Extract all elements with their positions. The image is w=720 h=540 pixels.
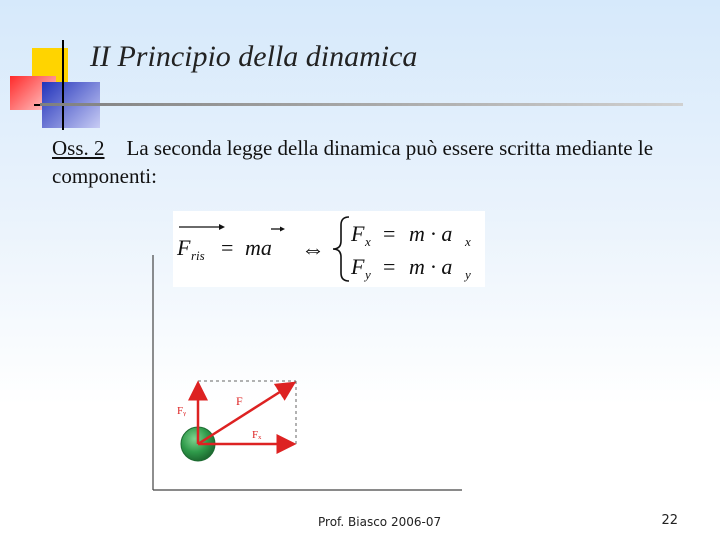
title-underline <box>40 103 683 106</box>
formula-equals: = <box>221 235 234 260</box>
slide-title: II Principio della dinamica <box>90 40 418 73</box>
formula-sub-ris: ris <box>191 248 205 263</box>
vector-arrowhead-fris <box>219 224 225 230</box>
formula-eq-y: = <box>383 254 396 279</box>
formula-F: F <box>177 235 191 260</box>
footer-author: Prof. Biasco 2006-07 <box>318 515 442 529</box>
formula-eq-x: = <box>383 221 396 246</box>
label-fx: Fₓ <box>252 429 262 441</box>
page-number: 22 <box>661 513 678 528</box>
note-label: Oss. 2 <box>52 136 105 160</box>
label-fy: Fᵧ <box>177 405 187 417</box>
formula-implies: ⇔ <box>301 237 325 263</box>
force-diagram <box>140 250 470 495</box>
formula-ma: ma <box>245 235 272 260</box>
formula-Fy: F <box>351 254 365 279</box>
formula-sub-x1: x <box>365 234 371 249</box>
vector-f <box>198 383 294 444</box>
formula-my: m · a <box>409 254 453 279</box>
note-paragraph <box>52 134 672 190</box>
formula-mx: m · a <box>409 221 453 246</box>
vector-arrowhead-a <box>280 227 285 232</box>
label-f: F <box>236 394 243 408</box>
formula-sub-y1: y <box>365 267 371 282</box>
formula-Fx: F <box>351 221 365 246</box>
formula-sub-y2: y <box>465 267 471 282</box>
deco-vertical-line <box>62 40 64 130</box>
note-text: La seconda legge della dinamica può essere scritta mediante le componenti: <box>52 136 654 188</box>
formula-sub-x2: x <box>465 234 471 249</box>
